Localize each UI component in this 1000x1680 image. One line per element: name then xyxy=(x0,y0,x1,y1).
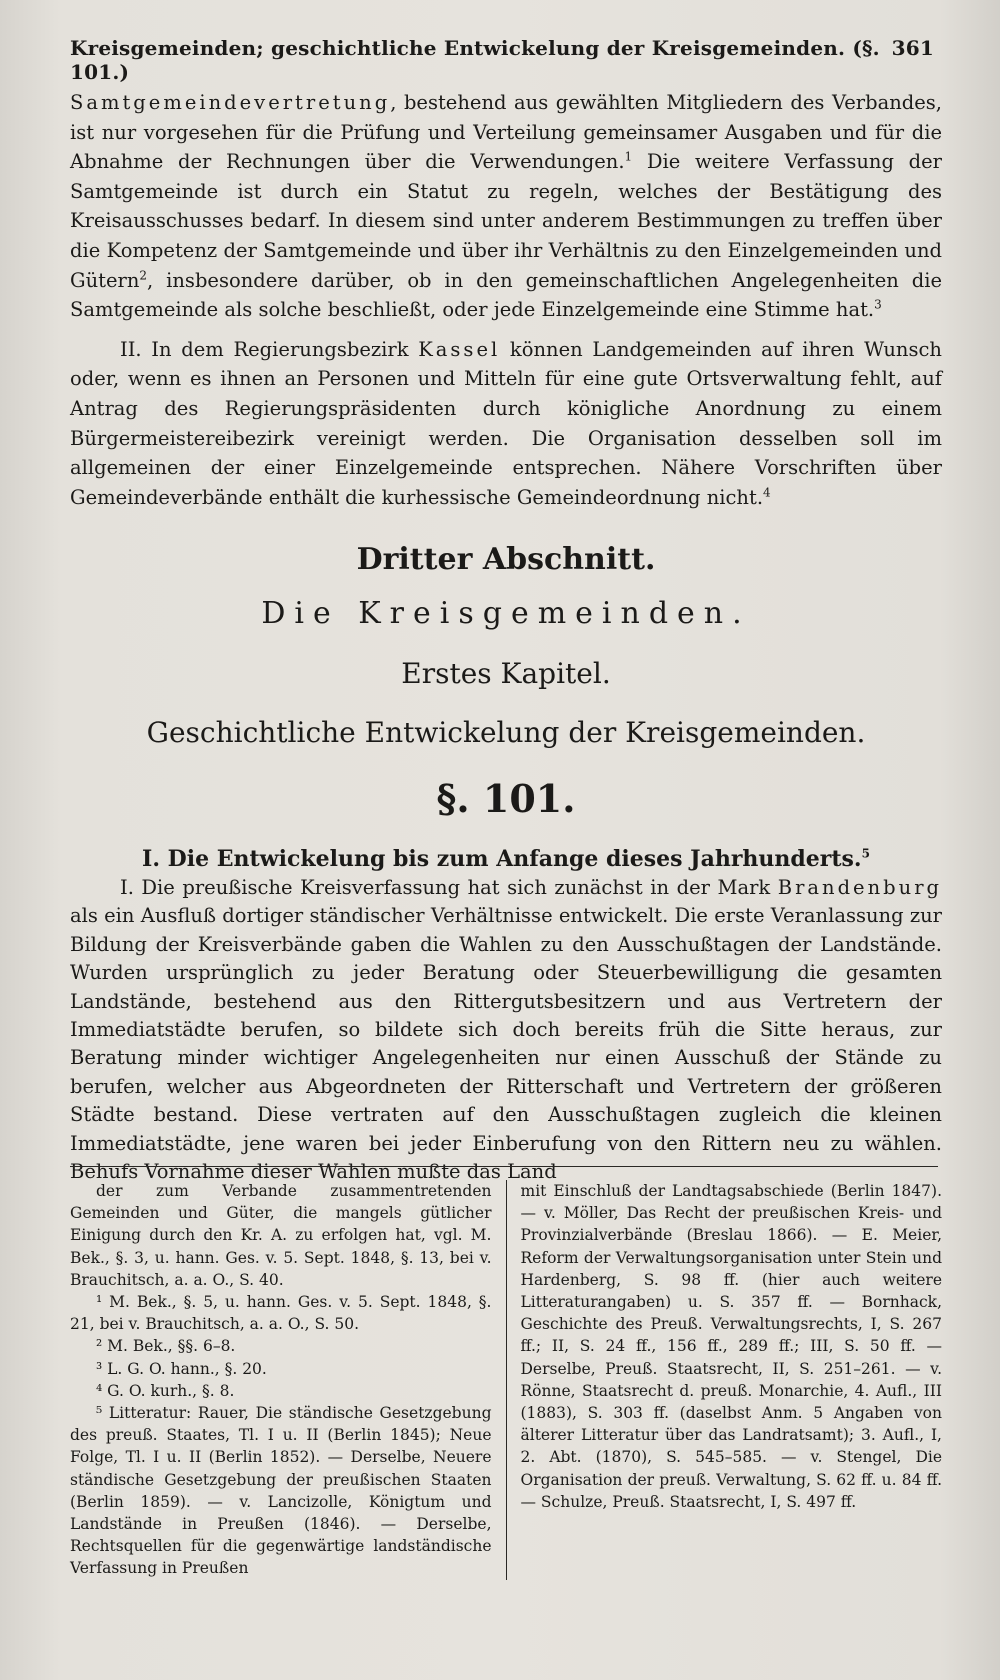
division-heading: Die Kreisgemeinden. xyxy=(261,596,751,631)
top-text-block xyxy=(70,88,942,512)
paragraph-samtgemeinde xyxy=(70,88,942,325)
footnote-3: ³ L. G. O. hann., §. 20. xyxy=(96,1359,267,1378)
footnote-continuation: der zum Verbande zusammentretenden Gemeinden und Güter, die mangels gütlicher Einigung durch den Kr. A. zu erfolgen hat, vgl. M. Bek., §. 3, u. hann. Ges. v. 5. Sept. 1848, §. 13, bei v. Brauchitsch, a. a. O., S. 40. xyxy=(70,1182,492,1289)
paragraph-text: können Landgemeinden auf ihren Wunsch oder, wenn es ihnen an Personen und Mitteln für eine gute Ortsverwaltung fehlt, auf Antrag des Regierungspräsidenten durch königliche Anordnung zu einem Bürgermeistereibezirk vereinigt werden. Die Organisation desselben soll im allgemeinen der einer Einzelgemeinde entsprechen. Nähere Vorschriften über Gemeindeverbände enthält die kurhessische Gemeindeordnung nicht. xyxy=(70,337,942,509)
footnote-4: ⁴ G. O. kurh., §. 8. xyxy=(96,1381,235,1400)
term-samtgemeindevertretung: Samtgemeindevertretung xyxy=(70,91,391,114)
footnote-ref-1: 1 xyxy=(624,149,633,164)
paragraph-text: als ein Ausfluß dortiger ständischer Verhältnisse entwickelt. Die erste Veranlassung zur Bildung der Kreisverbände gaben die Wahlen zu den Ausschußtagen der Landstände. Wurden ursprünglich zu jeder Beratung oder Steuerbewilligung die gesamten Landstände, bestehend aus den Rittergutsbesitzern und aus Vertretern der Immediatstädte berufen, so bildete sich doch bereits früh die Sitte heraus, zur Beratung minder wichtiger Angelegenheiten nur einen Ausschuß der Stände zu berufen, welcher aus Abgeordneten der Ritterschaft und Vertretern der größeren Städte bestand. Diese vertraten auf den Ausschußtagen zugleich die kleinen Immediatstädte, jene waren bei jeder Einberufung von den Rittern neu zu wählen. Behufs Vornahme dieser Wahlen mußte das Land xyxy=(70,904,942,1184)
term-kassel: Kassel xyxy=(418,337,501,361)
paragraph-kassel xyxy=(70,335,942,513)
footnote-divider xyxy=(70,1166,938,1167)
footnote-ref-3: 3 xyxy=(874,297,882,312)
paragraph-text: Die weitere Verfassung der Samtgemeinde ist durch ein Statut zu regeln, welches der Bestätigung des Kreisausschusses bedarf. In diesem sind unter anderem Bestimmungen zu treffen über die Kompetenz der Samtgemeinde und über ihr Verhältnis zu den Einzelgemeinden und Gütern xyxy=(70,150,942,292)
footnote-ref-4: 4 xyxy=(763,485,771,500)
section-headings xyxy=(70,536,942,882)
chapter-heading: Erstes Kapitel. xyxy=(401,657,611,690)
page-number: 361 xyxy=(891,36,934,60)
footnote-5: ⁵ Litteratur: Rauer, Die ständische Gesetzgebung des preuß. Staates, Tl. I u. II (Berlin 1845); Neue Folge, Tl. I u. II (Berlin 1852). — Derselbe, Neuere ständische Gesetzgebung der preußischen Staaten (Berlin 1859). — v. Lancizolle, Königtum und Landstände in Preußen (1846). — Derselbe, Rechtsquellen für die gegenwärtige landständische Verfassung in Preußen xyxy=(70,1404,492,1578)
chapter-title: Geschichtliche Entwickelung der Kreisgemeinden. xyxy=(146,716,866,749)
paragraph-text: , bestehend aus gewählten Mitgliedern des Verbandes, ist nur vorgesehen für die Prüfung und Verteilung gemeinsamer Ausgaben und für die Abnahme der Rechnungen über die Verwendungen. xyxy=(70,91,942,174)
running-header xyxy=(70,36,934,84)
paragraph-text: II. In dem Regierungsbezirk xyxy=(120,337,419,361)
subheading-text: I. Die Entwickelung bis zum Anfange dieses Jahrhunderts. xyxy=(142,846,862,872)
footnote-2: ² M. Bek., §§. 6–8. xyxy=(96,1337,236,1356)
running-title: Kreisgemeinden; geschichtliche Entwickelung der Kreisgemeinden. (§. 101.) xyxy=(70,36,880,84)
paragraph-text: I. Die preußische Kreisverfassung hat sich zunächst in der Mark xyxy=(120,876,778,899)
main-text-block xyxy=(70,874,942,1186)
footnote-ref-2: 2 xyxy=(139,268,148,283)
paragraph-number: §. 101. xyxy=(436,776,576,821)
footnotes-left-column xyxy=(70,1180,506,1580)
term-brandenburg: Brandenburg xyxy=(777,876,942,899)
footnote-1: ¹ M. Bek., §. 5, u. hann. Ges. v. 5. Sept. 1848, §. 21, bei v. Brauchitsch, a. a. O., S. 50. xyxy=(70,1293,492,1334)
footnote-5-continuation: mit Einschluß der Landtagsabschiede (Berlin 1847). — v. Möller, Das Recht der preußischen Kreis- und Provinzialverbände (Breslau 1866). — E. Meier, Reform der Verwaltungsorganisation unter Stein und Hardenberg, S. 98 ff. (hier auch weitere Litteraturangaben) u. S. 357 ff. — Bornhack, Geschichte des Preuß. Verwaltungsrechts, I, S. 267 ff.; II, S. 24 ff., 156 ff., 289 ff.; III, S. 50 ff. — Derselbe, Preuß. Staatsrecht, II, S. 251–261. — v. Rönne, Staatsrecht d. preuß. Monarchie, 4. Aufl., III (1883), S. 303 ff. (daselbst Anm. 5 Angaben von älterer Litteratur über das Landratsamt); 3. Aufl., I, 2. Abt. (1870), S. 545–585. — v. Stengel, Die Organisation der preuß. Verwaltung, S. 62 ff. u. 84 ff. — Schulze, Preuß. Staatsrecht, I, S. 497 ff. xyxy=(520,1182,942,1511)
section-heading: Dritter Abschnitt. xyxy=(356,542,656,577)
footnote-ref-5: 5 xyxy=(861,846,870,861)
paragraph-text: , insbesondere darüber, ob in den gemeinschaftlichen Angelegenheiten die Samtgemeinde als solche beschließt, oder jede Einzelgemeinde eine Stimme hat. xyxy=(70,268,942,322)
paragraph-kreisverfassung xyxy=(70,874,942,1186)
footnotes xyxy=(70,1180,942,1580)
footnotes-right-column xyxy=(506,1180,943,1580)
